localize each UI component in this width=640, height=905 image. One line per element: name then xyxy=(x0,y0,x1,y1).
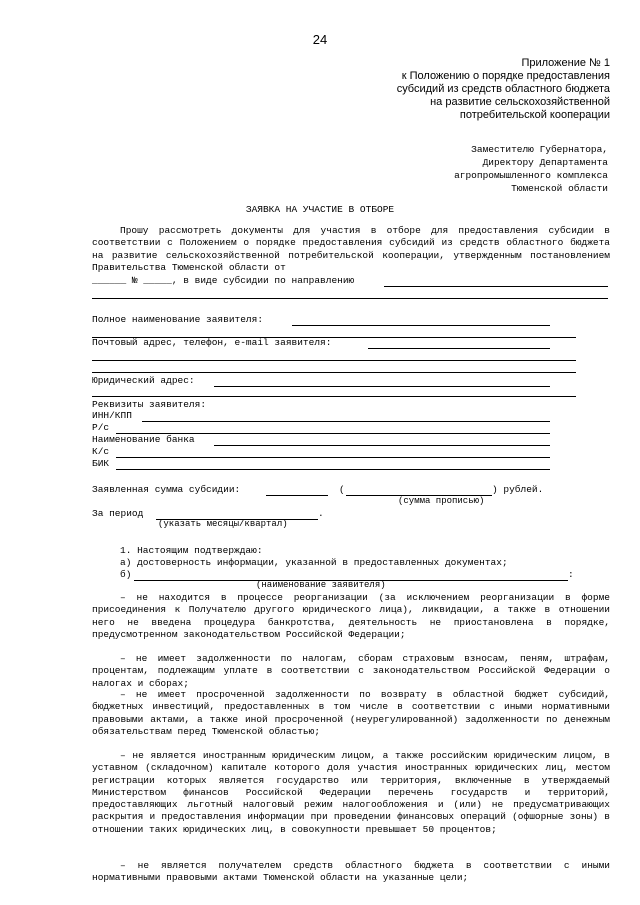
amount-rubles: ) рублей. xyxy=(492,484,544,495)
applicant-hint: (наименование заявителя) xyxy=(256,580,386,590)
addressee-block xyxy=(308,143,608,195)
addressee-line: Заместителю Губернатора, xyxy=(471,144,608,155)
document-title: ЗАЯВКА НА УЧАСТИЕ В ОТБОРЕ xyxy=(245,204,395,215)
appendix-line: на развитие сельскохозяйственной xyxy=(430,96,610,108)
amount-line[interactable] xyxy=(266,495,328,496)
amount-words-hint: (сумма прописью) xyxy=(398,496,485,506)
addressee-line: Тюменской области xyxy=(511,183,608,194)
requisites-label: Реквизиты заявителя: xyxy=(92,399,207,410)
bank-name-label: Наименование банка xyxy=(92,434,195,445)
appendix-heading xyxy=(310,57,610,122)
intro-tail: ______ № _____, в виде субсидии по направлению xyxy=(92,275,355,286)
confirm-point: – не имеет задолженности по налогам, сборам страховым взносам, пеням, штрафам, процентам, подлежащим уплате в соответствии с законодательством Российской Федерации о налогах и сборах; xyxy=(92,653,610,689)
amount-label: Заявленная сумма субсидии: xyxy=(92,484,241,495)
ks-label: К/с xyxy=(92,446,110,457)
appendix-line: к Положению о порядке предоставления xyxy=(401,70,610,82)
bik-label: БИК xyxy=(92,458,110,469)
period-hint: (указать месяцы/квартал) xyxy=(158,519,288,529)
confirm-point: – не является получателем средств областного бюджета в соответствии с иными нормативными правовыми актами Тюменской области на указанные цели; xyxy=(92,860,610,884)
confirm-point: – не находится в процессе реорганизации (за исключением реорганизации в форме присоединения к Получателю другого юридического лица), ликвидации, а также в отношении него не введена процедура банкротства, деятельность не приостановлена в порядке, предусмотренном законодательством Российской Федерации; xyxy=(92,592,610,640)
confirm-item-b: б) xyxy=(120,569,132,580)
confirm-item-a: а) достоверность информации, указанной в предоставленных документах; xyxy=(120,557,508,568)
addressee-line: Директору Департамента xyxy=(482,157,608,168)
appendix-line: потребительской кооперации xyxy=(459,109,610,121)
applicant-colon: : xyxy=(568,569,574,580)
confirm-point: – не является иностранным юридическим лицом, а также российским юридическим лицом, в уставном (складочном) капитале которого доля участия иностранных юридических лиц, местом регистрации которых является государство или территория, включенные в утверждаемый Министерством финансов Российской Федерации перечень государств и территорий, предоставляющих льготный налоговый режим налогообложения и (или) не предусматривающих раскрытия и предоставления информации при проведении финансовых операций (офшорные зоны) в отношении таких юридических лиц, в совокупности превышает 50 процентов; xyxy=(92,750,610,835)
direction-line[interactable] xyxy=(384,286,608,287)
full-name-line[interactable] xyxy=(292,325,550,326)
legal-address-label: Юридический адрес: xyxy=(92,375,195,386)
postal-line[interactable] xyxy=(368,348,550,349)
full-name-label: Полное наименование заявителя: xyxy=(92,314,264,325)
page-number: 24 xyxy=(312,32,328,47)
addressee-line: агропромышленного комплекса xyxy=(454,170,608,181)
ks-line[interactable] xyxy=(116,457,550,458)
confirm-point: – не имеет просроченной задолженности по возврату в областной бюджет субсидий, бюджетных инвестиций, предоставленных в том числе в соответствии с иными нормативными правовыми актами, а также иной просроченной (неурегулированной) задолженности по денежным обязательствам перед Тюменской областью; xyxy=(92,689,610,737)
postal-line-2[interactable] xyxy=(92,360,576,361)
period-label: За период xyxy=(92,508,144,519)
bank-name-line[interactable] xyxy=(214,445,550,446)
direction-line-2[interactable] xyxy=(92,298,608,299)
confirm-heading: 1. Настоящим подтверждаю: xyxy=(120,545,263,556)
postal-label: Почтовый адрес, телефон, e-mail заявителя: xyxy=(92,337,332,348)
postal-line-3[interactable] xyxy=(92,372,576,373)
legal-address-line[interactable] xyxy=(214,386,550,387)
inn-kpp-line[interactable] xyxy=(142,421,550,422)
intro-paragraph: Прошу рассмотреть документы для участия в отборе для предоставления субсидии в соответствии с Положением о порядке предоставления субсидий из средств областного бюджета на развитие сельскохозяйственной потребительской кооперации, утвержденным постановлением Правительства Тюменской области от xyxy=(92,225,610,273)
period-dot: . xyxy=(318,508,324,519)
rs-label: Р/с xyxy=(92,422,110,433)
appendix-line: Приложение № 1 xyxy=(521,57,610,69)
amount-paren-open: ( xyxy=(339,484,345,495)
inn-kpp-label: ИНН/КПП xyxy=(92,410,132,421)
bik-line[interactable] xyxy=(116,469,550,470)
legal-address-line-2[interactable] xyxy=(92,396,576,397)
appendix-line: субсидий из средств областного бюджета xyxy=(396,83,610,95)
